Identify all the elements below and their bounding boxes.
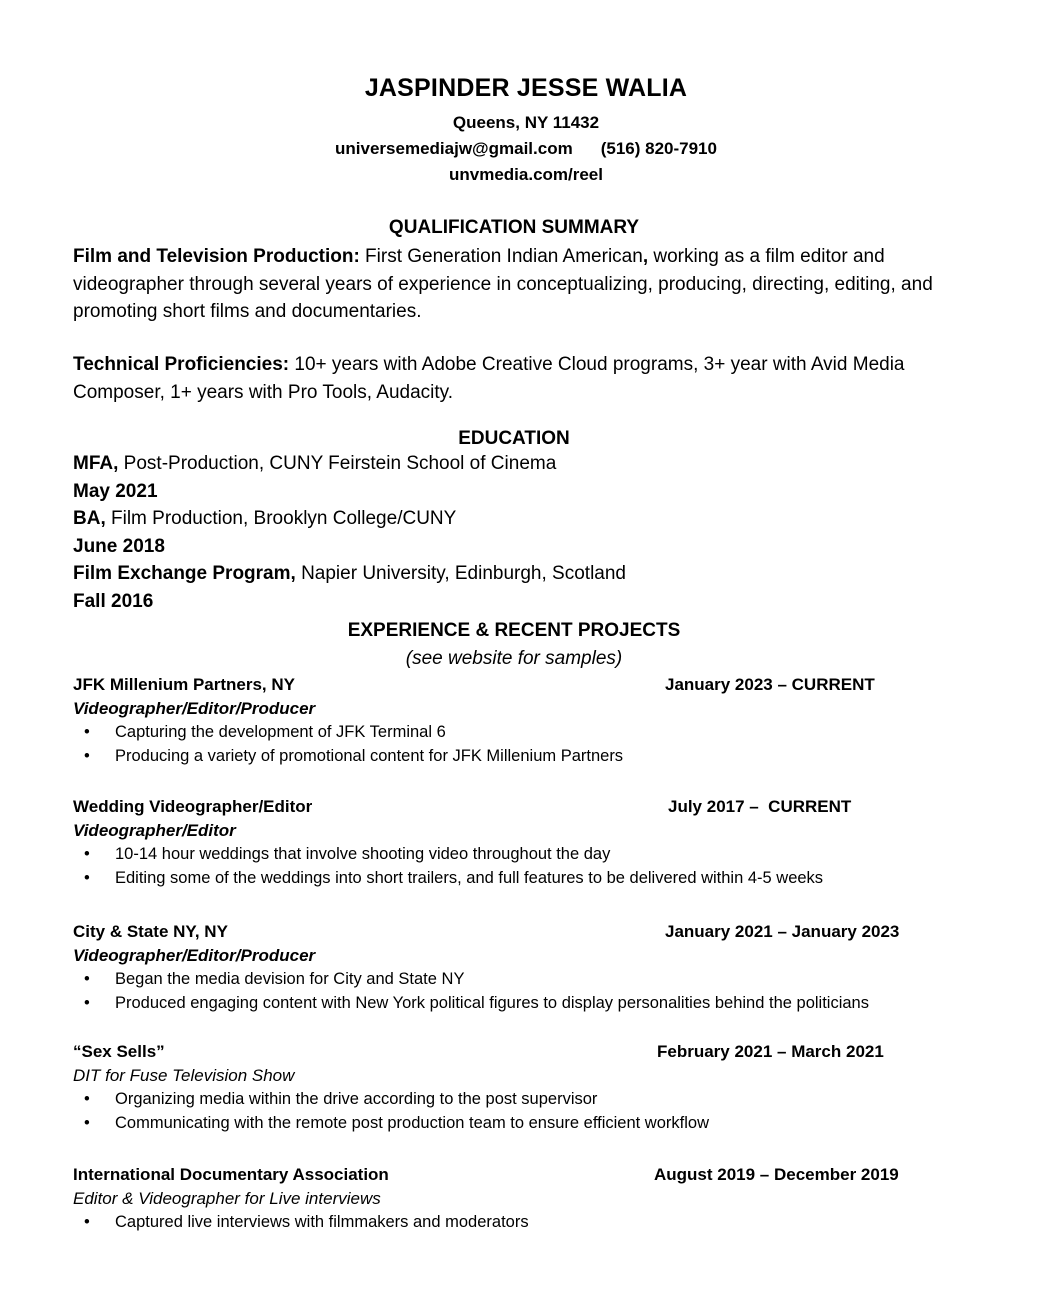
education-date: June 2018 [73, 536, 165, 557]
technical-proficiencies-paragraph: Technical Proficiencies: 10+ years with Adobe Creative Cloud programs, 3+ year with Avid Media Composer, 1+ years with Pro Tools, Audacity. [73, 354, 905, 403]
bullet-icon: • [84, 747, 90, 765]
candidate-name: JASPINDER JESSE WALIA [364, 74, 688, 102]
bullet-icon: • [84, 845, 90, 863]
bullet-icon: • [84, 1114, 90, 1132]
samples-note: (see website for samples) [405, 648, 623, 669]
degree: BA, [73, 508, 106, 529]
job-date: July 2017 – CURRENT [668, 797, 852, 816]
job-title: “Sex Sells” [73, 1042, 165, 1061]
bullet-icon: • [84, 869, 90, 887]
education-item: MFA, Post-Production, CUNY Feirstein School of Cinema [73, 453, 557, 474]
job-role: Videographer/Editor/Producer [73, 699, 316, 718]
job-bullet: • Capturing the development of JFK Terminal 6 [84, 723, 446, 741]
job-bullet: • Editing some of the weddings into short trailers, and full features to be delivered within 4-5 weeks [84, 869, 824, 887]
bullet-icon: • [84, 994, 90, 1012]
bullet-icon: • [84, 1213, 90, 1231]
job-date: January 2021 – January 2023 [665, 922, 900, 941]
film-production-paragraph: Film and Television Production: First Generation Indian American, working as a film editor and videographer through several years of experience in conceptualizing, producing, directing, editing, and promoting short films and documentaries. [73, 246, 933, 322]
bullet-icon: • [84, 1090, 90, 1108]
job-bullet: • Began the media devision for City and State NY [84, 970, 465, 988]
job-bullets [73, 723, 623, 771]
job-title: International Documentary Association [73, 1165, 389, 1184]
education-item: BA, Film Production, Brooklyn College/CUNY [73, 508, 457, 529]
job-bullet: • Organizing media within the drive according to the post supervisor [84, 1090, 598, 1108]
job-bullet: • Captured live interviews with filmmakers and moderators [84, 1213, 529, 1231]
contact-line [0, 139, 1052, 159]
job-bullet: • Producing a variety of promotional content for JFK Millenium Partners [84, 747, 624, 765]
job-role: Videographer/Editor/Producer [73, 946, 316, 965]
job-bullet: • Produced engaging content with New York political figures to display personalities behind the politicians [84, 994, 869, 1012]
job-bullets [73, 1090, 709, 1138]
phone-number: (516) 820-7910 [600, 139, 717, 158]
education-date: Fall 2016 [73, 591, 154, 612]
job-title: Wedding Videographer/Editor [73, 797, 313, 816]
job-bullets [73, 1213, 529, 1237]
email-link[interactable]: universemediajw@gmail.com [335, 139, 573, 158]
degree: MFA, [73, 453, 119, 474]
job-role: Videographer/Editor [73, 821, 236, 840]
location: Queens, NY 11432 [452, 113, 600, 132]
degree: Film Exchange Program, [73, 563, 296, 584]
job-role: DIT for Fuse Television Show [73, 1066, 295, 1085]
film-production-label: Film and Television Production: [73, 246, 360, 267]
education-heading: EDUCATION [458, 428, 570, 449]
website-link[interactable]: unvmedia.com/reel [448, 165, 603, 184]
job-role: Editor & Videographer for Live interviews [73, 1189, 381, 1208]
education-date: May 2021 [73, 481, 158, 502]
job-bullet: • 10-14 hour weddings that involve shooting video throughout the day [84, 845, 611, 863]
job-date: August 2019 – December 2019 [654, 1165, 899, 1184]
job-date: January 2023 – CURRENT [665, 675, 875, 694]
job-title: JFK Millenium Partners, NY [73, 675, 295, 694]
job-bullets [73, 845, 823, 893]
job-bullets [73, 970, 869, 1018]
job-date: February 2021 – March 2021 [657, 1042, 884, 1061]
qualification-heading: QUALIFICATION SUMMARY [388, 217, 640, 238]
experience-heading: EXPERIENCE & RECENT PROJECTS [347, 620, 681, 641]
bullet-icon: • [84, 970, 90, 988]
job-title: City & State NY, NY [73, 922, 228, 941]
bullet-icon: • [84, 723, 90, 741]
education-item: Film Exchange Program, Napier University, Edinburgh, Scotland [73, 563, 626, 584]
job-bullet: • Communicating with the remote post production team to ensure efficient workflow [84, 1114, 709, 1132]
technical-proficiencies-label: Technical Proficiencies: [73, 354, 290, 375]
